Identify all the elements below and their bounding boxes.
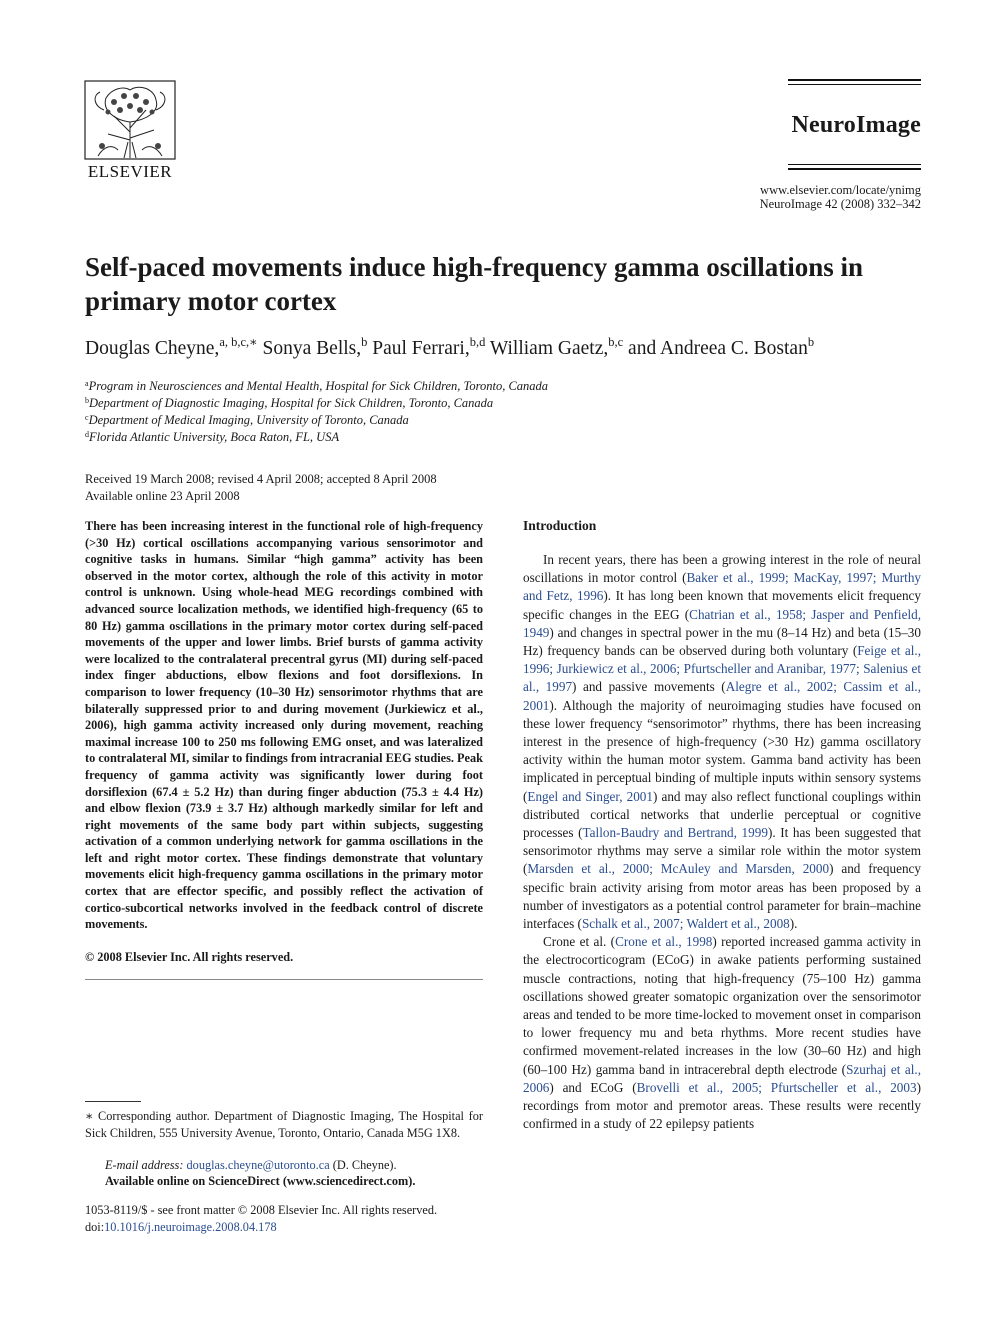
affiliation-list (85, 378, 685, 446)
header-rule (788, 79, 921, 81)
affiliation: $^d$Florida Atlantic University, Boca Raton, FL, USA (85, 430, 340, 444)
abstract: There has been increasing interest in the functional role of high-frequency (>30 Hz) cortical oscillations accompanying various sensorimotor and cognitive tasks in humans. Similar “high gamma” activity has been observed in the motor cortex, although the role of this activity in motor control is unknown. Using whole-head MEG recordings combined with advanced source localization methods, we identified high-frequency (65 to 80 Hz) gamma oscillations in the primary motor cortex during self-paced movements of the upper and lower limbs. Brief bursts of gamma activity were localized to the contralateral precentral gyrus (MI) during self-paced index finger abductions, elbow flexions and foot dorsiflexions. In comparison to lower frequency (10–30 Hz) sensorimotor rhythms that are bilaterally suppressed prior to and during movement (Jurkiewicz et al., 2006), high gamma activity increased only during movement, reaching maximal increase 100 to 250 ms following EMG onset, and was lateralized to contralateral MI, similar to findings from intracranial EEG studies. Peak frequency of gamma activity was significantly lower during foot dorsiflexion (67.4 ± 5.2 Hz) than during finger abduction (75.3 ± 4.4 Hz) and elbow flexion (73.9 ± 3.7 Hz) although markedly similar for left and right movements of the same body part within subjects, suggesting activation of a common underlying network for gamma oscillations in the left and right motor cortex. These findings demonstrate that voluntary movements elicit high-frequency gamma oscillations in the primary motor cortex that are effector specific, and possibly reflect the activation of cortico-subcortical networks involved in the feedback control of discrete movements. (85, 519, 483, 932)
paragraph-text: ) and passive movements ( (572, 679, 726, 695)
author: Sonya Bells,$^b$ (262, 335, 368, 359)
citation-link[interactable]: Crone et al., 1998 (615, 934, 713, 950)
author: Douglas Cheyne,$^{a, b,c,∗}$ (85, 335, 258, 359)
citation-link[interactable]: Baker et al., 1999; MacKay, 1997; Murthy and Fetz, 1996 (523, 570, 922, 604)
paragraph (523, 551, 921, 933)
sciencedirect-note: Available online on ScienceDirect (www.sciencedirect.com). (105, 1174, 416, 1188)
paragraph-text: Crone et al. ( (543, 934, 616, 950)
journal-url[interactable]: www.elsevier.com/locate/ynimg (760, 183, 921, 197)
journal-citation: NeuroImage 42 (2008) 332–342 (759, 197, 921, 211)
paragraph (523, 933, 921, 1133)
email-label: E-mail address: (105, 1158, 184, 1172)
citation-link[interactable]: Alegre et al., 2002; Cassim et al., 2001 (523, 679, 921, 713)
paragraph-text: ). It has been suggested that sensorimotor rhythms may serve a similar role within the motor system ( (523, 825, 921, 877)
affiliation: $^a$Program in Neurosciences and Mental Health, Hospital for Sick Children, Toronto, Canada (85, 379, 549, 393)
affiliation: $^b$Department of Diagnostic Imaging, Hospital for Sick Children, Toronto, Canada (85, 396, 494, 410)
doi-link[interactable]: 10.1016/j.neuroimage.2008.04.178 (104, 1220, 277, 1234)
doi-label: doi: (85, 1220, 105, 1234)
abstract-rule (85, 979, 483, 980)
header-rule (788, 84, 921, 85)
paragraph-text: ). It has long been known that movements elicit frequency specific changes in the EEG ( (523, 588, 922, 622)
copyright: © 2008 Elsevier Inc. All rights reserved. (85, 950, 294, 964)
doi-line (85, 1220, 485, 1235)
paragraph-text: ) and changes in spectral power in the mu (8–14 Hz) and beta (15–30 Hz) frequency bands can be observed during both voluntary ( (523, 624, 921, 659)
paragraph-text: ). Although the majority of neuroimaging studies have focused on these lower frequency “sensorimotor” rhythms, there has been increasing interest in the presence of high-frequency (>30 Hz) gamma oscillatory activity within the human motor system. Gamma band activity has been implicated in perceptual binding of multiple inputs within sensory systems ( (523, 697, 921, 804)
elsevier-logo (84, 80, 176, 182)
email-link[interactable]: douglas.cheyne@utoronto.ca (186, 1158, 330, 1172)
paragraph-text: In recent years, there has been a growing interest in the role of neural oscillations in motor control ( (523, 552, 921, 586)
author-list (85, 336, 935, 362)
publisher-name: ELSEVIER (87, 162, 173, 181)
paragraph-text: ) reported increased gamma activity in the electrocorticogram (ECoG) in awake patients performing sustained muscle contractions, noting that high-frequency (75–100 Hz) gamma oscillations showed greater somatopic organization over the sensorimotor areas and tended to be more time-locked to movement onset in comparison to lower frequency mu and beta rhythms. More recent studies have confirmed movement-related increases in the low (30–60 Hz) and high (60–100 Hz) gamma band in intracerebral depth electrode ( (523, 934, 921, 1077)
affiliation: $^c$Department of Medical Imaging, University of Toronto, Canada (85, 413, 409, 427)
email-suffix: (D. Cheyne). (332, 1158, 397, 1172)
introduction-body (523, 551, 921, 1134)
received-dates: Received 19 March 2008; revised 4 April 2008; accepted 8 April 2008 (85, 472, 437, 486)
issn-line: 1053-8119/$ - see front matter © 2008 Elsevier Inc. All rights reserved. (85, 1203, 438, 1217)
email-line (105, 1158, 485, 1173)
article-dates (85, 471, 585, 505)
section-heading: Introduction (523, 518, 597, 533)
paragraph-text: ) and may also reflect functional couplings within distributed cortical networks that underlie perceptual or cognitive processes ( (523, 788, 922, 841)
citation-link[interactable]: Brovelli et al., 2005; Pfurtscheller et al., 2003 (636, 1079, 917, 1095)
footnote-rule (85, 1101, 141, 1102)
citation-link[interactable]: Marsden et al., 2000; McAuley and Marsden, 2000 (527, 861, 830, 877)
author: Paul Ferrari,$^{b,d}$ (372, 335, 486, 359)
paragraph-text: ) recordings from motor and premotor areas. These results were recently confirmed in a study of 22 epilepsy patients (523, 1079, 921, 1132)
paragraph-text: ) and ECoG ( (549, 1079, 637, 1095)
elsevier-tree-icon (84, 80, 176, 160)
citation-link[interactable]: Tallon-Baudry and Bertrand, 1999 (582, 825, 768, 841)
corresponding-author-note: ∗ Corresponding author. Department of Diagnostic Imaging, The Hospital for Sick Children, 555 University Avenue, Toronto, Ontario, Canada M5G 1X8. (85, 1109, 483, 1140)
paragraph-text: ). (789, 916, 798, 932)
author: and Andreea C. Bostan$^b$ (628, 335, 815, 359)
online-date: Available online 23 April 2008 (85, 489, 240, 503)
article-title: Self-paced movements induce high-frequency gamma oscillations in primary motor cortex (85, 252, 863, 316)
citation-link[interactable]: Szurhaj et al., 2006 (523, 1061, 921, 1095)
paragraph-text: ) and frequency specific brain activity arising from motor areas has been proposed by a number of investigators as a potential control parameter for brain–machine interfaces ( (523, 861, 921, 932)
journal-name: NeuroImage (791, 112, 921, 138)
header-rule (788, 164, 921, 165)
author: William Gaetz,$^{b,c}$ (489, 335, 624, 359)
citation-link[interactable]: Chatrian et al., 1958; Jasper and Penfield, 1949 (523, 606, 921, 640)
citation-link[interactable]: Engel and Singer, 2001 (527, 788, 653, 804)
citation-link[interactable]: Feige et al., 1996; Jurkiewicz et al., 2006; Pfurtscheller and Aranibar, 1977; Salenius et al., 1997 (523, 643, 921, 695)
citation-link[interactable]: Schalk et al., 2007; Waldert et al., 2008 (581, 916, 790, 932)
header-rule (788, 168, 921, 170)
